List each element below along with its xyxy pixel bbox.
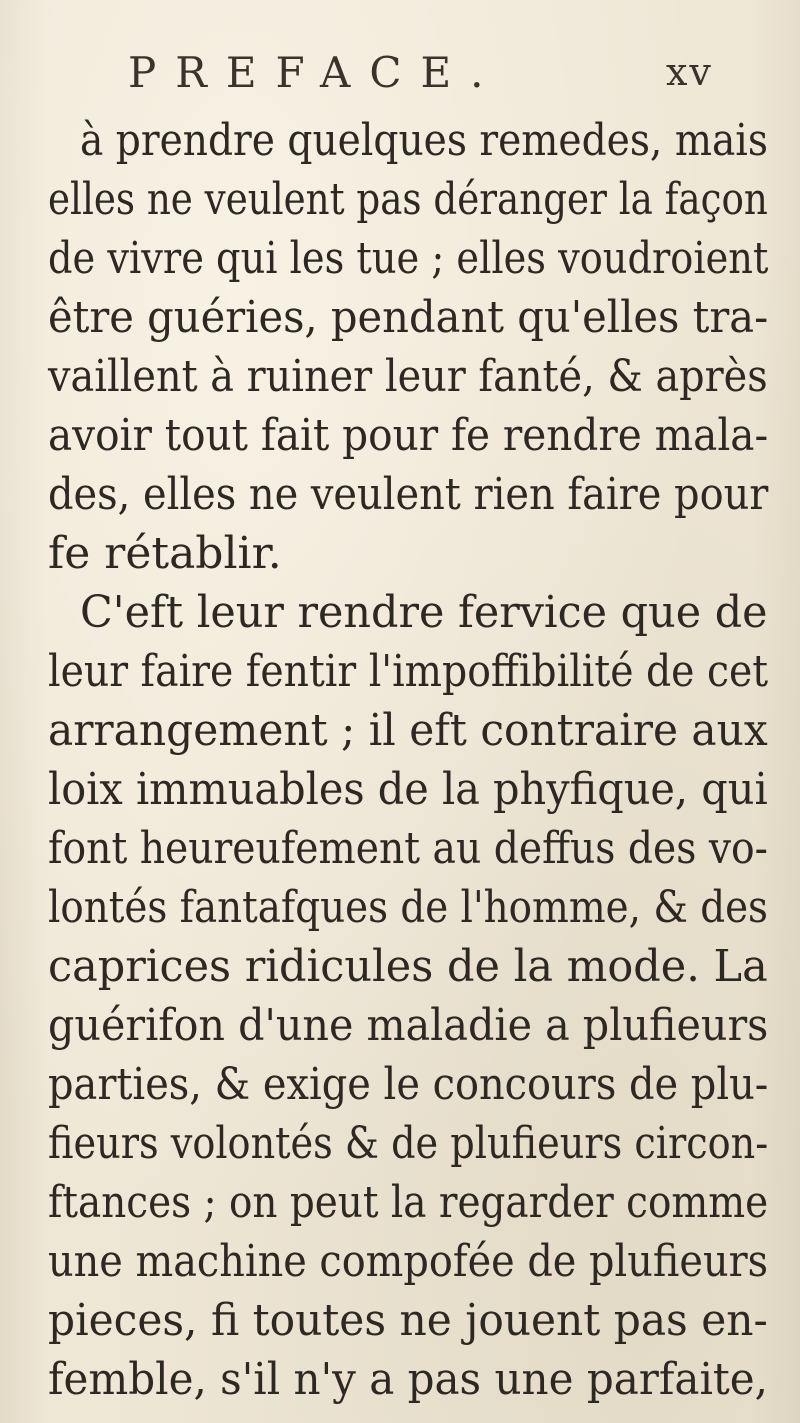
text-line: caprices ridicules de la mode. La [48,941,768,992]
text-line: guérifon d'une maladie a plufieurs [48,1000,769,1051]
text-line: arrangement ; il eft contraire aux [48,705,768,756]
text-line: femble, s'il n'y a pas une parfaite, [48,1354,768,1405]
running-head: PREFACE. [128,48,503,97]
page-header [128,48,728,108]
text-line: des, elles ne veulent rien faire pour [48,469,769,520]
text-line: une machine compofée de plufieurs [48,1236,769,1287]
text-line: pieces, fi toutes ne jouent pas en- [48,1295,768,1346]
text-line: lontés fantafques de l'homme, & des [48,882,768,933]
text-line: C'eft leur rendre fervice que de [80,587,768,638]
text-line: avoir tout fait pour fe rendre mala- [48,410,769,461]
text-line: fieurs volontés & de plufieurs circon- [48,1118,769,1169]
text-line: ftances ; on peut la regarder comme [48,1177,769,1228]
text-line: font heureufement au deffus des vo- [48,823,768,874]
text-line: parties, & exige le concours de plu- [48,1059,769,1110]
page-number: xv [666,50,713,94]
text-line: de vivre qui les tue ; elles voudroient [48,233,769,284]
text-line: leur faire fentir l'impoffibilité de cet [48,646,769,697]
text-line: loix immuables de la phyfique, qui [48,764,768,815]
text-line: à prendre quelques remedes, mais [80,115,768,166]
text-line: être guéries, pendant qu'elles tra- [48,292,769,343]
text-line: vaillent à ruiner leur fanté, & après [48,351,768,402]
text-line: elles ne veulent pas déranger la façon [48,174,768,225]
text-line: fe rétablir. [48,528,282,579]
